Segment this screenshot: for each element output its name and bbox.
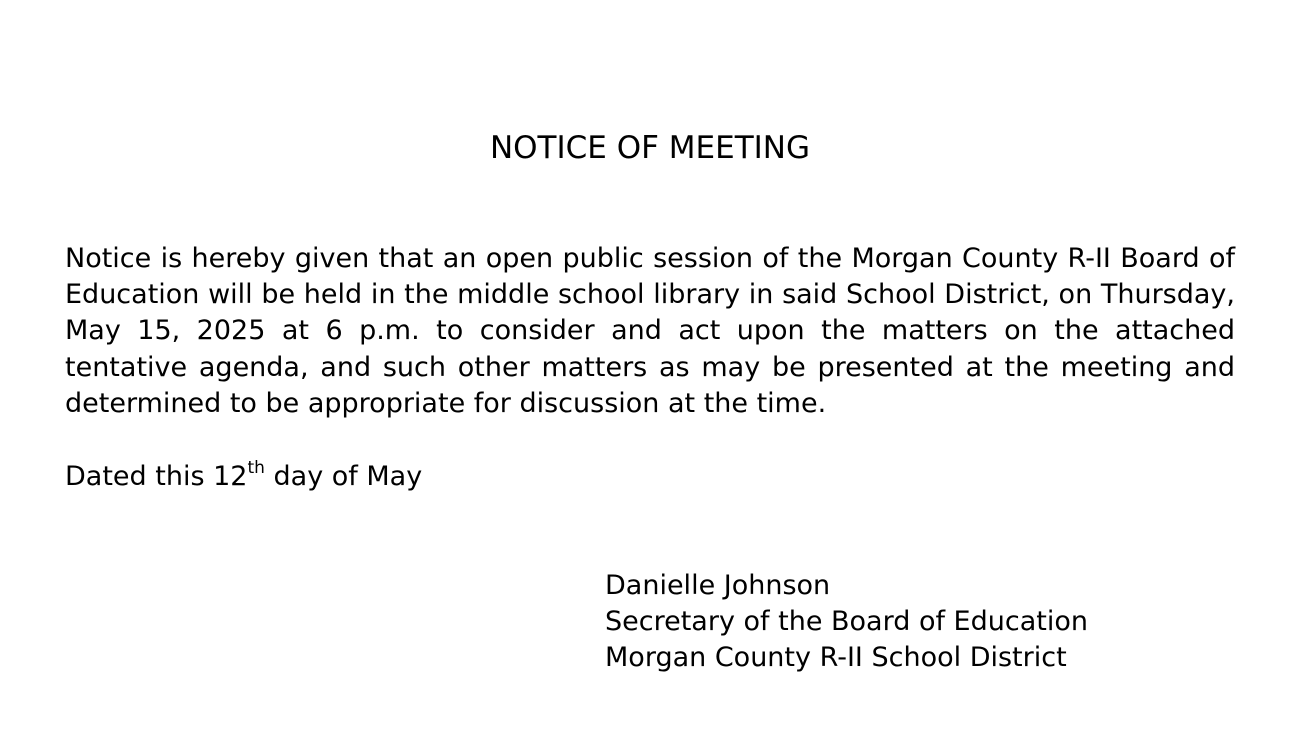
dated-prefix: Dated this 12 xyxy=(65,461,248,492)
notice-title: NOTICE OF MEETING xyxy=(489,130,811,166)
dated-line xyxy=(65,459,422,495)
dated-rest: day of May xyxy=(264,461,423,492)
dated-ordinal-suffix: th xyxy=(247,458,265,478)
notice-body: Notice is hereby given that an open public session of the Morgan County R-II Board of Education will be held in the middle school library in said School District, on Thursday, May 15, 2025 at 6 p.m. to consider and act upon the matters on the attached tentative agenda, and such other matters as may be presented at the meeting and determined to be appropriate for discussion at the time. xyxy=(65,243,1235,419)
signatory-organization: Morgan County R-II School District xyxy=(605,642,1067,673)
signature-block xyxy=(605,568,1088,676)
signatory-name: Danielle Johnson xyxy=(605,570,831,601)
signatory-position: Secretary of the Board of Education xyxy=(605,606,1088,637)
